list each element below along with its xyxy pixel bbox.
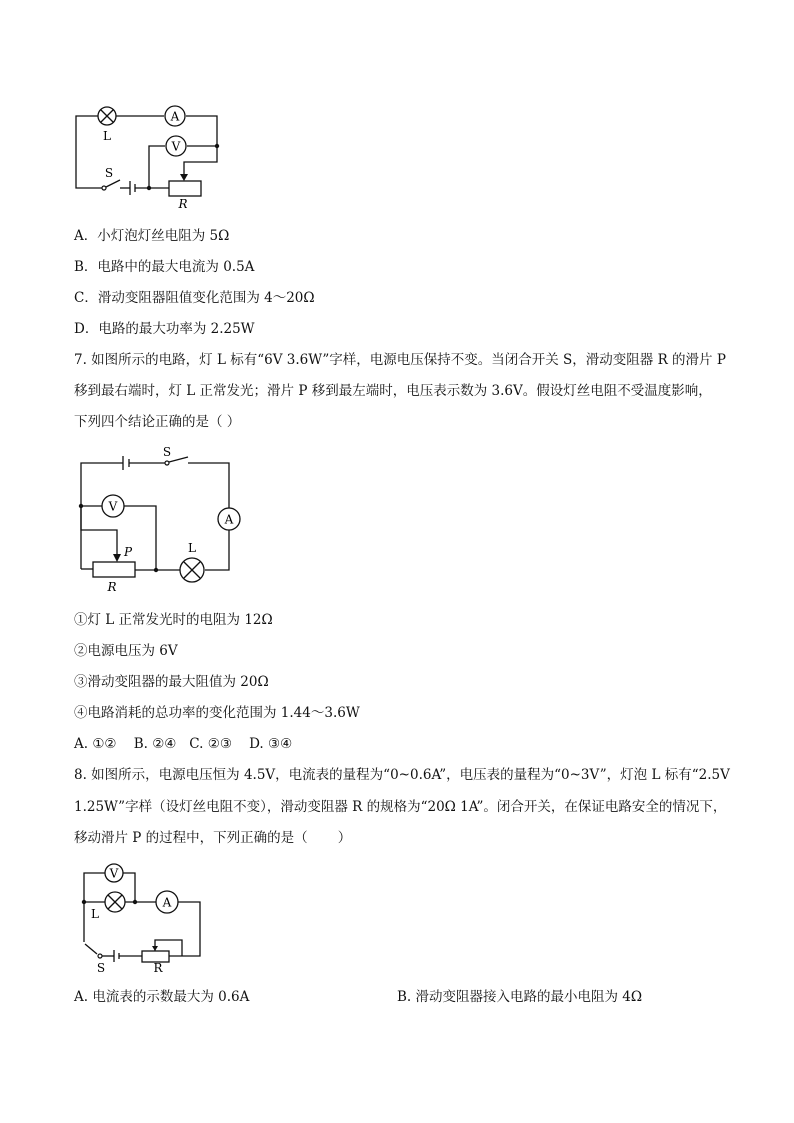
q6-circuit-diagram (70, 100, 230, 212)
q6-option-b: B．电路中的最大电流为 0.5A (74, 259, 255, 275)
q8-switch-label: S (96, 961, 106, 975)
q7-statement-2: ②电源电压为 6V (74, 643, 178, 659)
q7-stem-line-2: 移到最右端时，灯 L 正常发光；滑片 P 移到最左端时，电压表示数为 3.6V。假设灯丝电阻不受温度影响， (74, 383, 712, 399)
q7-lamp-label: L (188, 541, 196, 555)
q7-statement-1: ①灯 L 正常发光时的电阻为 12Ω (74, 612, 273, 628)
q7-ammeter-symbol: A (224, 512, 234, 527)
q8-voltmeter-symbol: V (109, 866, 119, 881)
q8-circuit-diagram (78, 858, 208, 978)
q7-voltmeter-symbol: V (108, 499, 118, 514)
q8-option-a: A. 电流表的示数最大为 0.6A (74, 989, 250, 1005)
q6-rheostat-label: R (178, 197, 188, 211)
q8-lamp-label: L (91, 907, 99, 921)
q8-option-b: B. 滑动变阻器接入电路的最小电阻为 4Ω (397, 989, 643, 1005)
q7-statement-4: ④电路消耗的总功率的变化范围为 1.44～3.6W (74, 705, 360, 721)
q8-stem-line-3: 移动滑片 P 的过程中，下列正确的是（ ） (74, 830, 352, 846)
q7-stem-line-1: 7. 如图所示的电路，灯 L 标有“6V 3.6W”字样，电源电压保持不变。当闭合开关 S，滑动变阻器 R 的滑片 P (74, 352, 726, 368)
q6-lamp-label: L (103, 129, 111, 143)
q6-switch-label: S (104, 166, 114, 180)
q8-rheostat-label: R (153, 961, 163, 975)
q8-stem-line-2: 1.25W”字样（设灯丝电阻不变），滑动变阻器 R 的规格为“20Ω 1A”。闭合开关，在保证电路安全的情况下， (74, 799, 727, 815)
q6-option-c: C．滑动变阻器阻值变化范围为 4～20Ω (74, 290, 315, 306)
q6-ammeter-symbol: A (170, 109, 180, 124)
q7-statement-3: ③滑动变阻器的最大阻值为 20Ω (74, 674, 269, 690)
q6-option-d: D．电路的最大功率为 2.25W (74, 321, 255, 337)
q7-choices: A. ①② B. ②④ C. ②③ D. ③④ (74, 736, 293, 752)
q6-option-a: A．小灯泡灯丝电阻为 5Ω (74, 228, 230, 244)
q8-ammeter-symbol: A (162, 895, 172, 910)
q7-rheostat-label: R (107, 580, 117, 594)
q7-switch-label: S (162, 445, 172, 459)
q8-stem-line-1: 8. 如图所示，电源电压恒为 4.5V，电流表的量程为“0~0.6A”，电压表的量程为“0~3V”，灯泡 L 标有“2.5V (74, 767, 730, 783)
q6-voltmeter-symbol: V (171, 139, 181, 154)
q7-stem-line-3: 下列四个结论正确的是（ ） (74, 414, 241, 430)
q7-circuit-diagram (75, 445, 245, 598)
q7-slider-label: P (123, 545, 133, 559)
